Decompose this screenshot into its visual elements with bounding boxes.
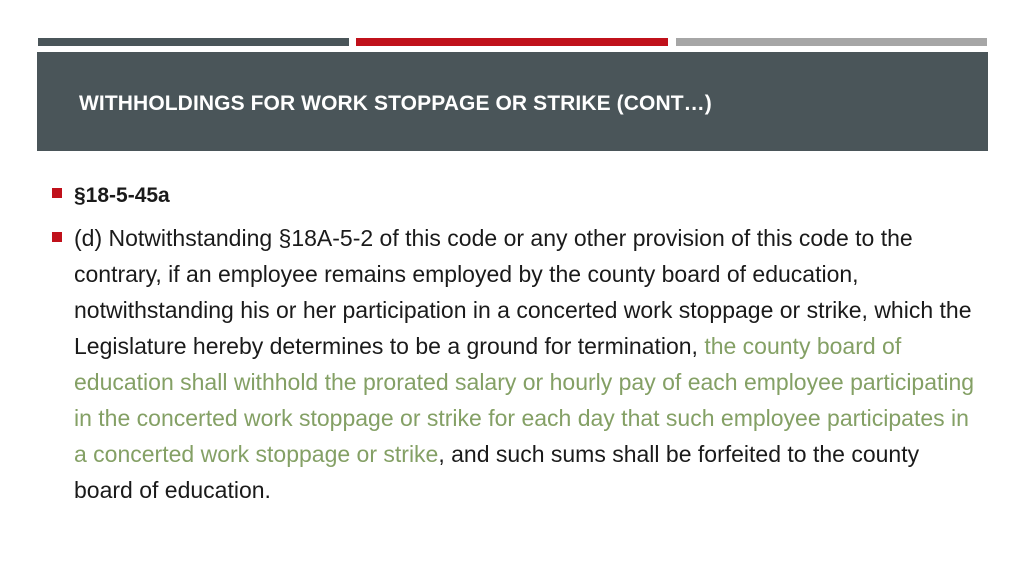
title-banner: [37, 52, 988, 151]
section-heading: §18-5-45a: [74, 184, 170, 207]
square-bullet-icon: [52, 232, 62, 242]
decor-bar-right: [676, 38, 987, 46]
bullet-item-provision: [44, 220, 984, 508]
decor-bar-left: [38, 38, 349, 46]
slide-title: WITHHOLDINGS FOR WORK STOPPAGE OR STRIKE (CONT…): [79, 91, 712, 115]
bullet-item-section: [44, 176, 984, 214]
provision-text-start: (d) Notwithstanding §18A-5-2 of this code or any other provision of this code to the contrary, if an employee remains employed by the county board of education, notwithstanding his or her participation in a concerted work stoppage or strike, which the Legislature hereby determines to be a ground for termination,: [74, 225, 972, 359]
provision-text-highlight: the county board of education shall withhold the prorated salary or hourly pay of each employee participating in the concerted work stoppage or strike for each day that such employee participates in a concerted work stoppage or strike: [74, 333, 975, 467]
square-bullet-icon: [52, 188, 62, 198]
bullet-list: [44, 176, 984, 514]
provision-text-end: , and such sums shall be forfeited to the county board of education.: [74, 441, 920, 503]
decor-bar-accent: [356, 38, 668, 46]
